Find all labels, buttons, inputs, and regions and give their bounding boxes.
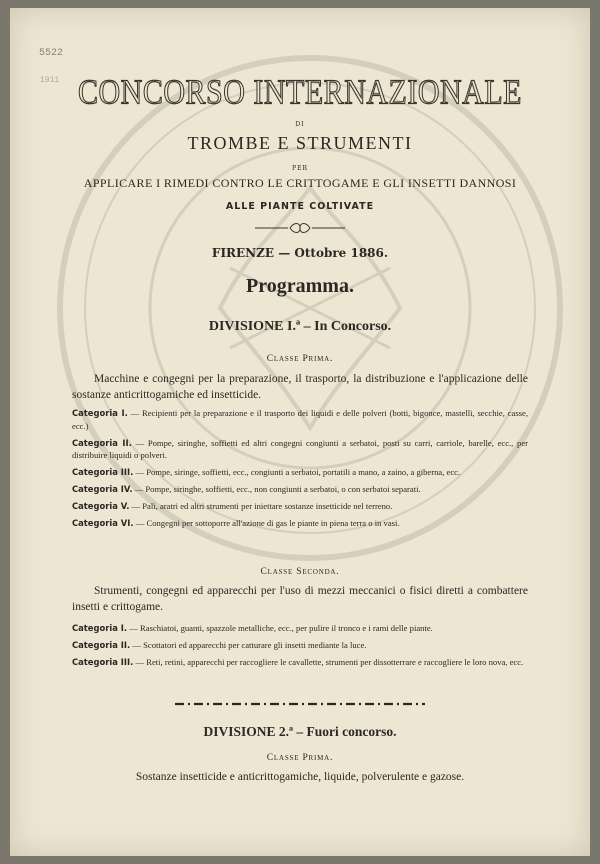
category-item bbox=[72, 483, 528, 496]
category-text: — Pompe, siringe, soffietti, ecc., congiunti a serbatoi, portatili a mano, a zaino, a giberna, ecc. bbox=[133, 467, 461, 477]
category-label: Categoria VI. bbox=[72, 518, 134, 528]
category-text: — Pompe, siringhe, soffietti, ecc., non congiunti a serbatoi, o con serbatoi separati. bbox=[132, 484, 421, 494]
class2-heading: Classe Seconda. bbox=[260, 567, 340, 577]
class1-heading: Classe Prima. bbox=[266, 354, 334, 364]
category-item bbox=[72, 437, 528, 462]
class1-categories bbox=[72, 407, 528, 534]
category-label: Categoria III. bbox=[72, 467, 134, 477]
category-item bbox=[72, 500, 528, 513]
category-text: — Scottatori ed apparecchi per catturare gli insetti mediante la luce. bbox=[130, 640, 367, 650]
division2-class1-text: Sostanze insetticide e anticrittogamiche, liquide, polverulente e gazose. bbox=[135, 771, 465, 783]
category-item bbox=[72, 407, 528, 432]
class2-categories bbox=[72, 622, 528, 673]
purpose-line-2: ALLE PIANTE COLTIVATE bbox=[225, 201, 375, 212]
category-label: Categoria II. bbox=[72, 640, 131, 650]
division1-title: DIVISIONE I.ª – In Concorso. bbox=[208, 319, 392, 334]
category-item bbox=[72, 656, 528, 669]
category-text: — Pali, aratri ed altri strumenti per iniettare sostanze insetticide nel terreno. bbox=[129, 501, 393, 511]
inventory-note: 1911 bbox=[40, 76, 60, 85]
category-item bbox=[72, 639, 528, 652]
purpose-line: APPLICARE I RIMEDI CONTRO LE CRITTOGAME E GLI INSETTI DANNOSI bbox=[83, 176, 517, 190]
category-text: — Recipienti per la preparazione e il trasporto dei liquidi e delle polveri (botti, bigonce, mastelli, secchie, casse, ecc.) bbox=[72, 408, 528, 431]
date-line: FIRENZE — Ottobre 1886. bbox=[211, 246, 389, 260]
category-text: — Reti, retini, apparecchi per raccogliere le cavallette, strumenti per dissotterrare e raccogliere le loro nova, ecc. bbox=[133, 657, 524, 667]
category-text: — Pompe, siringhe, soffietti ed altri congegni congiunti a serbatoi, posti su carri, carriole, barelle, ecc., per distribuire liquidi o polveri. bbox=[72, 437, 529, 460]
category-item bbox=[72, 517, 528, 530]
connector-di: DI bbox=[295, 121, 305, 128]
category-label: Categoria I. bbox=[72, 408, 128, 418]
category-label: Categoria V. bbox=[72, 501, 130, 511]
class2-intro-text: Strumenti, congegni ed apparecchi per l'uso di mezzi meccanici o fisici diretti a combattere insetti e crittogame. bbox=[72, 585, 528, 613]
subtitle: TROMBE E STRUMENTI bbox=[187, 133, 413, 153]
connector-per: PER bbox=[292, 165, 308, 172]
main-title: CONCORSO INTERNAZIONALE bbox=[78, 73, 522, 112]
program-title: Programma. bbox=[246, 275, 354, 297]
category-label: Categoria I. bbox=[72, 623, 128, 633]
class2-intro bbox=[72, 583, 528, 615]
dashed-divider bbox=[10, 700, 590, 708]
class1-intro-text: Macchine e congegni per la preparazione, il trasporto, la distribuzione e l'applicazione delle sostanze anticrittogamiche ed insetticide. bbox=[72, 373, 528, 401]
inventory-number: 5522 bbox=[39, 48, 64, 59]
category-item bbox=[72, 622, 528, 635]
category-label: Categoria IV. bbox=[72, 484, 133, 494]
class1-intro bbox=[72, 371, 528, 403]
category-text: — Raschiatoi, guanti, spazzole metalliche, ecc., per pulire il tronco e i rami delle piante. bbox=[127, 623, 433, 633]
division2-class1-heading: Classe Prima. bbox=[266, 753, 334, 763]
category-label: Categoria II. bbox=[72, 437, 132, 448]
ornament-divider bbox=[10, 221, 590, 235]
division2-title: DIVISIONE 2.ª – Fuori concorso. bbox=[203, 724, 397, 739]
document-page bbox=[10, 8, 590, 856]
category-text: — Congegni per sottoporre all'azione di gas le piante in piena terra o in vasi. bbox=[133, 518, 400, 528]
category-item bbox=[72, 466, 528, 479]
category-label: Categoria III. bbox=[72, 657, 134, 667]
